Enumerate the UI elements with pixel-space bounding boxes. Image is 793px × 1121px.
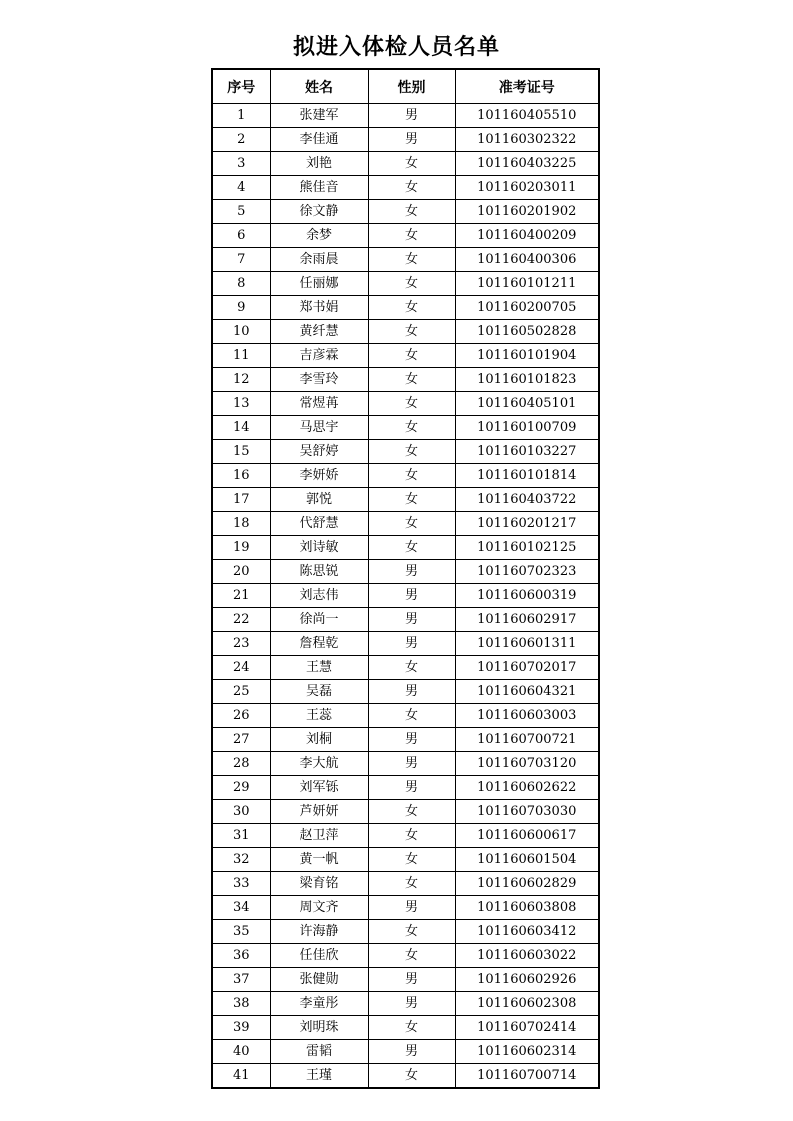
serial-number-cell: 9 <box>212 296 270 320</box>
gender-cell: 女 <box>368 200 455 224</box>
name-cell: 徐文静 <box>270 200 368 224</box>
serial-number-cell: 1 <box>212 104 270 128</box>
serial-number-cell: 34 <box>212 896 270 920</box>
name-cell: 马思宇 <box>270 416 368 440</box>
exam-ticket-number-cell: 101160604321 <box>455 680 599 704</box>
gender-cell: 女 <box>368 224 455 248</box>
exam-ticket-number-cell: 101160201217 <box>455 512 599 536</box>
gender-cell: 女 <box>368 272 455 296</box>
table-row <box>212 512 599 536</box>
header-gender: 性别 <box>368 69 455 104</box>
table-row <box>212 440 599 464</box>
table-row <box>212 584 599 608</box>
gender-cell: 女 <box>368 392 455 416</box>
exam-ticket-number-cell: 101160702414 <box>455 1016 599 1040</box>
table-row <box>212 872 599 896</box>
name-cell: 赵卫萍 <box>270 824 368 848</box>
name-cell: 任丽娜 <box>270 272 368 296</box>
name-cell: 詹程乾 <box>270 632 368 656</box>
exam-ticket-number-cell: 101160405510 <box>455 104 599 128</box>
serial-number-cell: 12 <box>212 368 270 392</box>
gender-cell: 男 <box>368 752 455 776</box>
gender-cell: 男 <box>368 896 455 920</box>
name-cell: 李大航 <box>270 752 368 776</box>
exam-ticket-number-cell: 101160102125 <box>455 536 599 560</box>
exam-ticket-number-cell: 101160502828 <box>455 320 599 344</box>
exam-ticket-number-cell: 101160700714 <box>455 1064 599 1089</box>
gender-cell: 女 <box>368 416 455 440</box>
exam-ticket-number-cell: 101160703030 <box>455 800 599 824</box>
serial-number-cell: 14 <box>212 416 270 440</box>
gender-cell: 女 <box>368 152 455 176</box>
exam-ticket-number-cell: 101160403722 <box>455 488 599 512</box>
name-cell: 吴磊 <box>270 680 368 704</box>
gender-cell: 女 <box>368 920 455 944</box>
serial-number-cell: 36 <box>212 944 270 968</box>
gender-cell: 女 <box>368 320 455 344</box>
exam-ticket-number-cell: 101160103227 <box>455 440 599 464</box>
table-row <box>212 656 599 680</box>
serial-number-cell: 18 <box>212 512 270 536</box>
exam-ticket-number-cell: 101160200705 <box>455 296 599 320</box>
gender-cell: 女 <box>368 848 455 872</box>
table-row <box>212 680 599 704</box>
name-cell: 刘艳 <box>270 152 368 176</box>
table-row <box>212 248 599 272</box>
name-cell: 王瑾 <box>270 1064 368 1089</box>
table-row <box>212 200 599 224</box>
serial-number-cell: 40 <box>212 1040 270 1064</box>
gender-cell: 女 <box>368 704 455 728</box>
serial-number-cell: 32 <box>212 848 270 872</box>
name-cell: 许海静 <box>270 920 368 944</box>
exam-ticket-number-cell: 101160602829 <box>455 872 599 896</box>
table-row <box>212 392 599 416</box>
gender-cell: 女 <box>368 944 455 968</box>
table-row <box>212 896 599 920</box>
gender-cell: 男 <box>368 632 455 656</box>
exam-ticket-number-cell: 101160203011 <box>455 176 599 200</box>
gender-cell: 男 <box>368 104 455 128</box>
exam-ticket-number-cell: 101160201902 <box>455 200 599 224</box>
serial-number-cell: 37 <box>212 968 270 992</box>
serial-number-cell: 23 <box>212 632 270 656</box>
exam-ticket-number-cell: 101160302322 <box>455 128 599 152</box>
exam-ticket-number-cell: 101160602917 <box>455 608 599 632</box>
exam-ticket-number-cell: 101160405101 <box>455 392 599 416</box>
table-row <box>212 296 599 320</box>
name-cell: 余雨晨 <box>270 248 368 272</box>
serial-number-cell: 39 <box>212 1016 270 1040</box>
header-serial-number: 序号 <box>212 69 270 104</box>
exam-ticket-number-cell: 101160400209 <box>455 224 599 248</box>
table-row <box>212 608 599 632</box>
serial-number-cell: 5 <box>212 200 270 224</box>
table-body <box>212 104 599 1089</box>
name-cell: 李童彤 <box>270 992 368 1016</box>
serial-number-cell: 35 <box>212 920 270 944</box>
serial-number-cell: 29 <box>212 776 270 800</box>
gender-cell: 女 <box>368 488 455 512</box>
name-cell: 郑书娟 <box>270 296 368 320</box>
gender-cell: 男 <box>368 776 455 800</box>
exam-ticket-number-cell: 101160600319 <box>455 584 599 608</box>
table-row <box>212 800 599 824</box>
serial-number-cell: 20 <box>212 560 270 584</box>
table-row <box>212 1064 599 1089</box>
gender-cell: 女 <box>368 296 455 320</box>
table-row <box>212 824 599 848</box>
exam-ticket-number-cell: 101160700721 <box>455 728 599 752</box>
page-title: 拟进入体检人员名单 <box>292 35 500 60</box>
table-row <box>212 1040 599 1064</box>
serial-number-cell: 41 <box>212 1064 270 1089</box>
gender-cell: 女 <box>368 440 455 464</box>
serial-number-cell: 3 <box>212 152 270 176</box>
serial-number-cell: 28 <box>212 752 270 776</box>
table-row <box>212 176 599 200</box>
exam-ticket-number-cell: 101160601311 <box>455 632 599 656</box>
gender-cell: 男 <box>368 560 455 584</box>
table-row <box>212 752 599 776</box>
name-cell: 吴舒婷 <box>270 440 368 464</box>
table-row <box>212 272 599 296</box>
exam-ticket-number-cell: 101160101211 <box>455 272 599 296</box>
serial-number-cell: 27 <box>212 728 270 752</box>
table-row <box>212 1016 599 1040</box>
name-cell: 陈思锐 <box>270 560 368 584</box>
serial-number-cell: 26 <box>212 704 270 728</box>
table-row <box>212 848 599 872</box>
gender-cell: 男 <box>368 968 455 992</box>
exam-ticket-number-cell: 101160702017 <box>455 656 599 680</box>
name-cell: 王蕊 <box>270 704 368 728</box>
serial-number-cell: 8 <box>212 272 270 296</box>
name-cell: 郭悦 <box>270 488 368 512</box>
name-cell: 张健勋 <box>270 968 368 992</box>
gender-cell: 女 <box>368 464 455 488</box>
table-row <box>212 944 599 968</box>
serial-number-cell: 21 <box>212 584 270 608</box>
header-exam-ticket-number: 准考证号 <box>455 69 599 104</box>
gender-cell: 女 <box>368 1016 455 1040</box>
gender-cell: 女 <box>368 800 455 824</box>
gender-cell: 男 <box>368 608 455 632</box>
exam-ticket-number-cell: 101160602926 <box>455 968 599 992</box>
serial-number-cell: 13 <box>212 392 270 416</box>
gender-cell: 男 <box>368 680 455 704</box>
table-row <box>212 992 599 1016</box>
serial-number-cell: 22 <box>212 608 270 632</box>
exam-ticket-number-cell: 101160702323 <box>455 560 599 584</box>
serial-number-cell: 6 <box>212 224 270 248</box>
serial-number-cell: 16 <box>212 464 270 488</box>
gender-cell: 女 <box>368 176 455 200</box>
exam-ticket-number-cell: 101160603022 <box>455 944 599 968</box>
exam-ticket-number-cell: 101160703120 <box>455 752 599 776</box>
serial-number-cell: 19 <box>212 536 270 560</box>
table-row <box>212 632 599 656</box>
table-row <box>212 704 599 728</box>
table-row <box>212 128 599 152</box>
name-cell: 周文齐 <box>270 896 368 920</box>
table-row <box>212 344 599 368</box>
name-cell: 常煜苒 <box>270 392 368 416</box>
table-row <box>212 224 599 248</box>
name-cell: 任佳欣 <box>270 944 368 968</box>
name-cell: 芦妍妍 <box>270 800 368 824</box>
exam-ticket-number-cell: 101160101814 <box>455 464 599 488</box>
exam-ticket-number-cell: 101160600617 <box>455 824 599 848</box>
table-row <box>212 920 599 944</box>
exam-ticket-number-cell: 101160603808 <box>455 896 599 920</box>
exam-ticket-number-cell: 101160403225 <box>455 152 599 176</box>
exam-ticket-number-cell: 101160602622 <box>455 776 599 800</box>
name-cell: 刘明珠 <box>270 1016 368 1040</box>
exam-ticket-number-cell: 101160602314 <box>455 1040 599 1064</box>
exam-ticket-number-cell: 101160100709 <box>455 416 599 440</box>
gender-cell: 女 <box>368 344 455 368</box>
gender-cell: 女 <box>368 512 455 536</box>
name-cell: 黄一帆 <box>270 848 368 872</box>
exam-ticket-number-cell: 101160101904 <box>455 344 599 368</box>
table-row <box>212 776 599 800</box>
exam-ticket-number-cell: 101160602308 <box>455 992 599 1016</box>
serial-number-cell: 11 <box>212 344 270 368</box>
serial-number-cell: 25 <box>212 680 270 704</box>
table-row <box>212 464 599 488</box>
gender-cell: 男 <box>368 584 455 608</box>
gender-cell: 男 <box>368 1040 455 1064</box>
gender-cell: 女 <box>368 872 455 896</box>
name-cell: 李雪玲 <box>270 368 368 392</box>
exam-ticket-number-cell: 101160101823 <box>455 368 599 392</box>
candidate-table <box>211 68 600 1089</box>
exam-ticket-number-cell: 101160400306 <box>455 248 599 272</box>
table-row <box>212 728 599 752</box>
name-cell: 张建军 <box>270 104 368 128</box>
serial-number-cell: 31 <box>212 824 270 848</box>
name-cell: 刘诗敏 <box>270 536 368 560</box>
name-cell: 雷韬 <box>270 1040 368 1064</box>
table-row <box>212 152 599 176</box>
serial-number-cell: 10 <box>212 320 270 344</box>
gender-cell: 女 <box>368 824 455 848</box>
name-cell: 余梦 <box>270 224 368 248</box>
serial-number-cell: 15 <box>212 440 270 464</box>
table-row <box>212 968 599 992</box>
exam-ticket-number-cell: 101160603412 <box>455 920 599 944</box>
name-cell: 李佳通 <box>270 128 368 152</box>
name-cell: 刘桐 <box>270 728 368 752</box>
serial-number-cell: 7 <box>212 248 270 272</box>
serial-number-cell: 2 <box>212 128 270 152</box>
serial-number-cell: 33 <box>212 872 270 896</box>
serial-number-cell: 24 <box>212 656 270 680</box>
gender-cell: 男 <box>368 128 455 152</box>
table-row <box>212 560 599 584</box>
serial-number-cell: 17 <box>212 488 270 512</box>
exam-ticket-number-cell: 101160601504 <box>455 848 599 872</box>
name-cell: 徐尚一 <box>270 608 368 632</box>
name-cell: 熊佳音 <box>270 176 368 200</box>
serial-number-cell: 30 <box>212 800 270 824</box>
table-row <box>212 488 599 512</box>
table-row <box>212 320 599 344</box>
gender-cell: 女 <box>368 1064 455 1089</box>
serial-number-cell: 38 <box>212 992 270 1016</box>
table-row <box>212 416 599 440</box>
gender-cell: 女 <box>368 368 455 392</box>
name-cell: 王慧 <box>270 656 368 680</box>
gender-cell: 女 <box>368 656 455 680</box>
gender-cell: 女 <box>368 536 455 560</box>
name-cell: 代舒慧 <box>270 512 368 536</box>
table-row <box>212 104 599 128</box>
name-cell: 李妍娇 <box>270 464 368 488</box>
name-cell: 吉彦霖 <box>270 344 368 368</box>
name-cell: 梁育铭 <box>270 872 368 896</box>
table-row <box>212 368 599 392</box>
name-cell: 黄纤慧 <box>270 320 368 344</box>
header-name: 姓名 <box>270 69 368 104</box>
exam-ticket-number-cell: 101160603003 <box>455 704 599 728</box>
serial-number-cell: 4 <box>212 176 270 200</box>
gender-cell: 男 <box>368 728 455 752</box>
gender-cell: 女 <box>368 248 455 272</box>
name-cell: 刘志伟 <box>270 584 368 608</box>
table-row <box>212 536 599 560</box>
gender-cell: 男 <box>368 992 455 1016</box>
name-cell: 刘军铄 <box>270 776 368 800</box>
table-header-row <box>212 69 599 104</box>
